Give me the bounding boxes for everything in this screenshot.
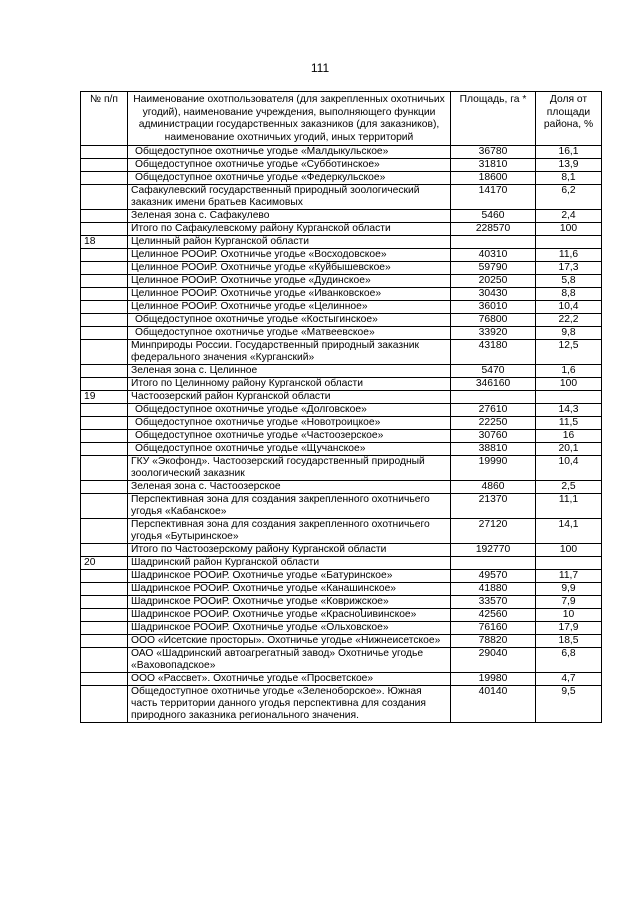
table-row <box>81 622 602 635</box>
row-area-cell: 59790 <box>451 262 536 275</box>
table-row <box>81 223 602 236</box>
row-share-cell: 5,8 <box>536 275 602 288</box>
row-name-cell: ООО «Исетские просторы». Охотничье угодье «Нижнеисетское» <box>128 635 451 648</box>
header-share: Доля от площади района, % <box>536 92 602 146</box>
row-number-cell <box>81 327 128 340</box>
row-name-cell: Общедоступное охотничье угодье «Частоозерское» <box>128 430 451 443</box>
row-area-cell: 18600 <box>451 172 536 185</box>
row-number-cell <box>81 210 128 223</box>
table-row <box>81 404 602 417</box>
row-number-cell: 18 <box>81 236 128 249</box>
row-number-cell <box>81 262 128 275</box>
row-number-cell <box>81 223 128 236</box>
table-header-row <box>81 92 602 146</box>
row-name-cell: Целинное РООиР. Охотничье угодье «Восходовское» <box>128 249 451 262</box>
row-share-cell: 11,6 <box>536 249 602 262</box>
row-area-cell: 76800 <box>451 314 536 327</box>
row-name-cell: Шадринское РООиР. Охотничье угодье «Канашинское» <box>128 583 451 596</box>
row-number-cell <box>81 185 128 210</box>
table-row <box>81 583 602 596</box>
row-name-cell: Общедоступное охотничье угодье «Матвеевское» <box>128 327 451 340</box>
row-name-cell: Целинное РООиР. Охотничье угодье «Целинное» <box>128 301 451 314</box>
row-name-cell: Общедоступное охотничье угодье «Малдыкульское» <box>128 146 451 159</box>
row-number-cell <box>81 635 128 648</box>
row-number-cell <box>81 544 128 557</box>
row-number-cell <box>81 609 128 622</box>
row-number-cell: 20 <box>81 557 128 570</box>
row-area-cell: 27610 <box>451 404 536 417</box>
header-name: Наименование охотпользователя (для закрепленных охотничьих угодий), наименование учреждения, выполняющего функции администрации государственных заказников (для заказников), наименование охотничьих угодий, иных территорий <box>128 92 451 146</box>
row-area-cell: 29040 <box>451 648 536 673</box>
row-area-cell: 22250 <box>451 417 536 430</box>
row-number-cell <box>81 172 128 185</box>
table-row <box>81 327 602 340</box>
row-number-cell <box>81 301 128 314</box>
row-area-cell: 192770 <box>451 544 536 557</box>
row-number-cell <box>81 673 128 686</box>
row-area-cell <box>451 391 536 404</box>
row-area-cell: 30760 <box>451 430 536 443</box>
table-row <box>81 288 602 301</box>
row-name-cell: Шадринское РООиР. Охотничье угодье «Красноնивинское» <box>128 609 451 622</box>
table-row <box>81 609 602 622</box>
row-share-cell: 6,8 <box>536 648 602 673</box>
row-name-cell: Зеленая зона с. Целинное <box>128 365 451 378</box>
row-share-cell: 7,9 <box>536 596 602 609</box>
row-name-cell: Шадринский район Курганской области <box>128 557 451 570</box>
header-number: № п/п <box>81 92 128 146</box>
row-area-cell <box>451 236 536 249</box>
table-row <box>81 686 602 723</box>
row-name-cell: Перспективная зона для создания закрепленного охотничьего угодья «Кабанское» <box>128 494 451 519</box>
row-area-cell: 33570 <box>451 596 536 609</box>
row-area-cell: 5470 <box>451 365 536 378</box>
row-name-cell: Шадринское РООиР. Охотничье угодье «Батуринское» <box>128 570 451 583</box>
row-area-cell: 41880 <box>451 583 536 596</box>
table-row <box>81 185 602 210</box>
row-share-cell: 13,9 <box>536 159 602 172</box>
table-row <box>81 570 602 583</box>
row-name-cell: ООО «Рассвет». Охотничье угодье «Просветское» <box>128 673 451 686</box>
row-number-cell <box>81 519 128 544</box>
row-area-cell: 78820 <box>451 635 536 648</box>
row-name-cell: Целинное РООиР. Охотничье угодье «Куйбышевское» <box>128 262 451 275</box>
row-number-cell <box>81 443 128 456</box>
row-name-cell: ГКУ «Экофонд». Частоозерский государственный природный зоологический заказник <box>128 456 451 481</box>
table-row <box>81 262 602 275</box>
row-number-cell: 19 <box>81 391 128 404</box>
row-area-cell: 40140 <box>451 686 536 723</box>
row-number-cell <box>81 340 128 365</box>
table-row <box>81 378 602 391</box>
table-row <box>81 249 602 262</box>
table-row <box>81 430 602 443</box>
row-area-cell: 14170 <box>451 185 536 210</box>
row-share-cell: 9,5 <box>536 686 602 723</box>
row-name-cell: Перспективная зона для создания закрепленного охотничьего угодья «Бутыринское» <box>128 519 451 544</box>
row-share-cell: 20,1 <box>536 443 602 456</box>
table-row <box>81 210 602 223</box>
row-share-cell: 9,9 <box>536 583 602 596</box>
row-name-cell: Целинное РООиР. Охотничье угодье «Иванковское» <box>128 288 451 301</box>
row-area-cell <box>451 557 536 570</box>
row-share-cell: 10,4 <box>536 301 602 314</box>
row-number-cell <box>81 686 128 723</box>
table-row <box>81 391 602 404</box>
row-area-cell: 38810 <box>451 443 536 456</box>
table-row <box>81 648 602 673</box>
row-area-cell: 19980 <box>451 673 536 686</box>
row-share-cell: 8,1 <box>536 172 602 185</box>
row-share-cell: 2,4 <box>536 210 602 223</box>
table-row <box>81 146 602 159</box>
table-row <box>81 596 602 609</box>
hunting-grounds-table <box>80 91 602 723</box>
row-number-cell <box>81 494 128 519</box>
row-share-cell: 1,6 <box>536 365 602 378</box>
row-area-cell: 36780 <box>451 146 536 159</box>
row-number-cell <box>81 570 128 583</box>
table-row <box>81 443 602 456</box>
row-share-cell: 18,5 <box>536 635 602 648</box>
row-share-cell: 100 <box>536 378 602 391</box>
row-area-cell: 40310 <box>451 249 536 262</box>
table-row <box>81 456 602 481</box>
table-row <box>81 544 602 557</box>
table-row <box>81 314 602 327</box>
row-share-cell: 16,1 <box>536 146 602 159</box>
row-area-cell: 33920 <box>451 327 536 340</box>
row-number-cell <box>81 583 128 596</box>
row-number-cell <box>81 288 128 301</box>
row-name-cell: Целинный район Курганской области <box>128 236 451 249</box>
row-share-cell: 9,8 <box>536 327 602 340</box>
table-row <box>81 635 602 648</box>
header-area: Площадь, га * <box>451 92 536 146</box>
row-number-cell <box>81 404 128 417</box>
row-share-cell: 4,7 <box>536 673 602 686</box>
row-name-cell: ОАО «Шадринский автоагрегатный завод» Охотничье угодье «Ваховопадское» <box>128 648 451 673</box>
row-share-cell <box>536 391 602 404</box>
row-name-cell: Общедоступное охотничье угодье «Костыгинское» <box>128 314 451 327</box>
row-area-cell: 49570 <box>451 570 536 583</box>
row-name-cell: Общедоступное охотничье угодье «Щучанское» <box>128 443 451 456</box>
row-name-cell: Шадринское РООиР. Охотничье угодье «Коврижское» <box>128 596 451 609</box>
row-number-cell <box>81 314 128 327</box>
row-name-cell: Частоозерский район Курганской области <box>128 391 451 404</box>
row-share-cell: 17,9 <box>536 622 602 635</box>
row-share-cell: 14,1 <box>536 519 602 544</box>
row-area-cell: 346160 <box>451 378 536 391</box>
row-share-cell: 22,2 <box>536 314 602 327</box>
row-number-cell <box>81 275 128 288</box>
row-number-cell <box>81 622 128 635</box>
row-number-cell <box>81 417 128 430</box>
table-row <box>81 159 602 172</box>
row-share-cell: 14,3 <box>536 404 602 417</box>
table-row <box>81 519 602 544</box>
row-name-cell: Общедоступное охотничье угодье «Зеленоборское». Южная часть территории данного угодья перспективна для создания природного заказника регионального значения. <box>128 686 451 723</box>
row-number-cell <box>81 378 128 391</box>
row-name-cell: Шадринское РООиР. Охотничье угодье «Ольховское» <box>128 622 451 635</box>
row-name-cell: Итого по Сафакулевскому району Курганской области <box>128 223 451 236</box>
row-area-cell: 5460 <box>451 210 536 223</box>
row-share-cell: 10,4 <box>536 456 602 481</box>
table-row <box>81 417 602 430</box>
row-share-cell: 11,7 <box>536 570 602 583</box>
row-name-cell: Зеленая зона с. Частоозерское <box>128 481 451 494</box>
row-name-cell: Целинное РООиР. Охотничье угодье «Дудинское» <box>128 275 451 288</box>
row-number-cell <box>81 249 128 262</box>
row-share-cell: 17,3 <box>536 262 602 275</box>
table-row <box>81 275 602 288</box>
row-share-cell: 12,5 <box>536 340 602 365</box>
row-share-cell: 6,2 <box>536 185 602 210</box>
table-row <box>81 340 602 365</box>
row-number-cell <box>81 146 128 159</box>
row-number-cell <box>81 648 128 673</box>
row-share-cell: 8,8 <box>536 288 602 301</box>
row-area-cell: 21370 <box>451 494 536 519</box>
row-share-cell: 16 <box>536 430 602 443</box>
row-share-cell: 2,5 <box>536 481 602 494</box>
row-number-cell <box>81 456 128 481</box>
row-number-cell <box>81 365 128 378</box>
row-name-cell: Общедоступное охотничье угодье «Новотроицкое» <box>128 417 451 430</box>
row-share-cell: 11,5 <box>536 417 602 430</box>
row-name-cell: Итого по Целинному району Курганской области <box>128 378 451 391</box>
row-area-cell: 27120 <box>451 519 536 544</box>
row-number-cell <box>81 159 128 172</box>
table-row <box>81 673 602 686</box>
table-row <box>81 365 602 378</box>
row-number-cell <box>81 430 128 443</box>
row-share-cell: 10 <box>536 609 602 622</box>
row-area-cell: 228570 <box>451 223 536 236</box>
table-row <box>81 481 602 494</box>
table-body <box>81 146 602 723</box>
table-row <box>81 557 602 570</box>
row-area-cell: 76160 <box>451 622 536 635</box>
row-name-cell: Общедоступное охотничье угодье «Субботинское» <box>128 159 451 172</box>
row-share-cell <box>536 557 602 570</box>
row-share-cell: 100 <box>536 223 602 236</box>
table-row <box>81 301 602 314</box>
table-row <box>81 236 602 249</box>
row-number-cell <box>81 596 128 609</box>
table-row <box>81 172 602 185</box>
row-name-cell: Сафакулевский государственный природный зоологический заказник имени братьев Касимовых <box>128 185 451 210</box>
row-area-cell: 4860 <box>451 481 536 494</box>
row-number-cell <box>81 481 128 494</box>
page-number: 111 <box>310 61 330 75</box>
row-area-cell: 30430 <box>451 288 536 301</box>
table-row <box>81 494 602 519</box>
row-share-cell <box>536 236 602 249</box>
row-area-cell: 42560 <box>451 609 536 622</box>
row-name-cell: Общедоступное охотничье угодье «Долговское» <box>128 404 451 417</box>
row-area-cell: 31810 <box>451 159 536 172</box>
row-name-cell: Общедоступное охотничье угодье «Федеркульское» <box>128 172 451 185</box>
row-area-cell: 36010 <box>451 301 536 314</box>
row-name-cell: Зеленая зона с. Сафакулево <box>128 210 451 223</box>
row-share-cell: 11,1 <box>536 494 602 519</box>
row-share-cell: 100 <box>536 544 602 557</box>
row-name-cell: Минприроды России. Государственный природный заказник федерального значения «Курганский» <box>128 340 451 365</box>
row-name-cell: Итого по Частоозерскому району Курганской области <box>128 544 451 557</box>
row-area-cell: 20250 <box>451 275 536 288</box>
row-area-cell: 19990 <box>451 456 536 481</box>
row-area-cell: 43180 <box>451 340 536 365</box>
